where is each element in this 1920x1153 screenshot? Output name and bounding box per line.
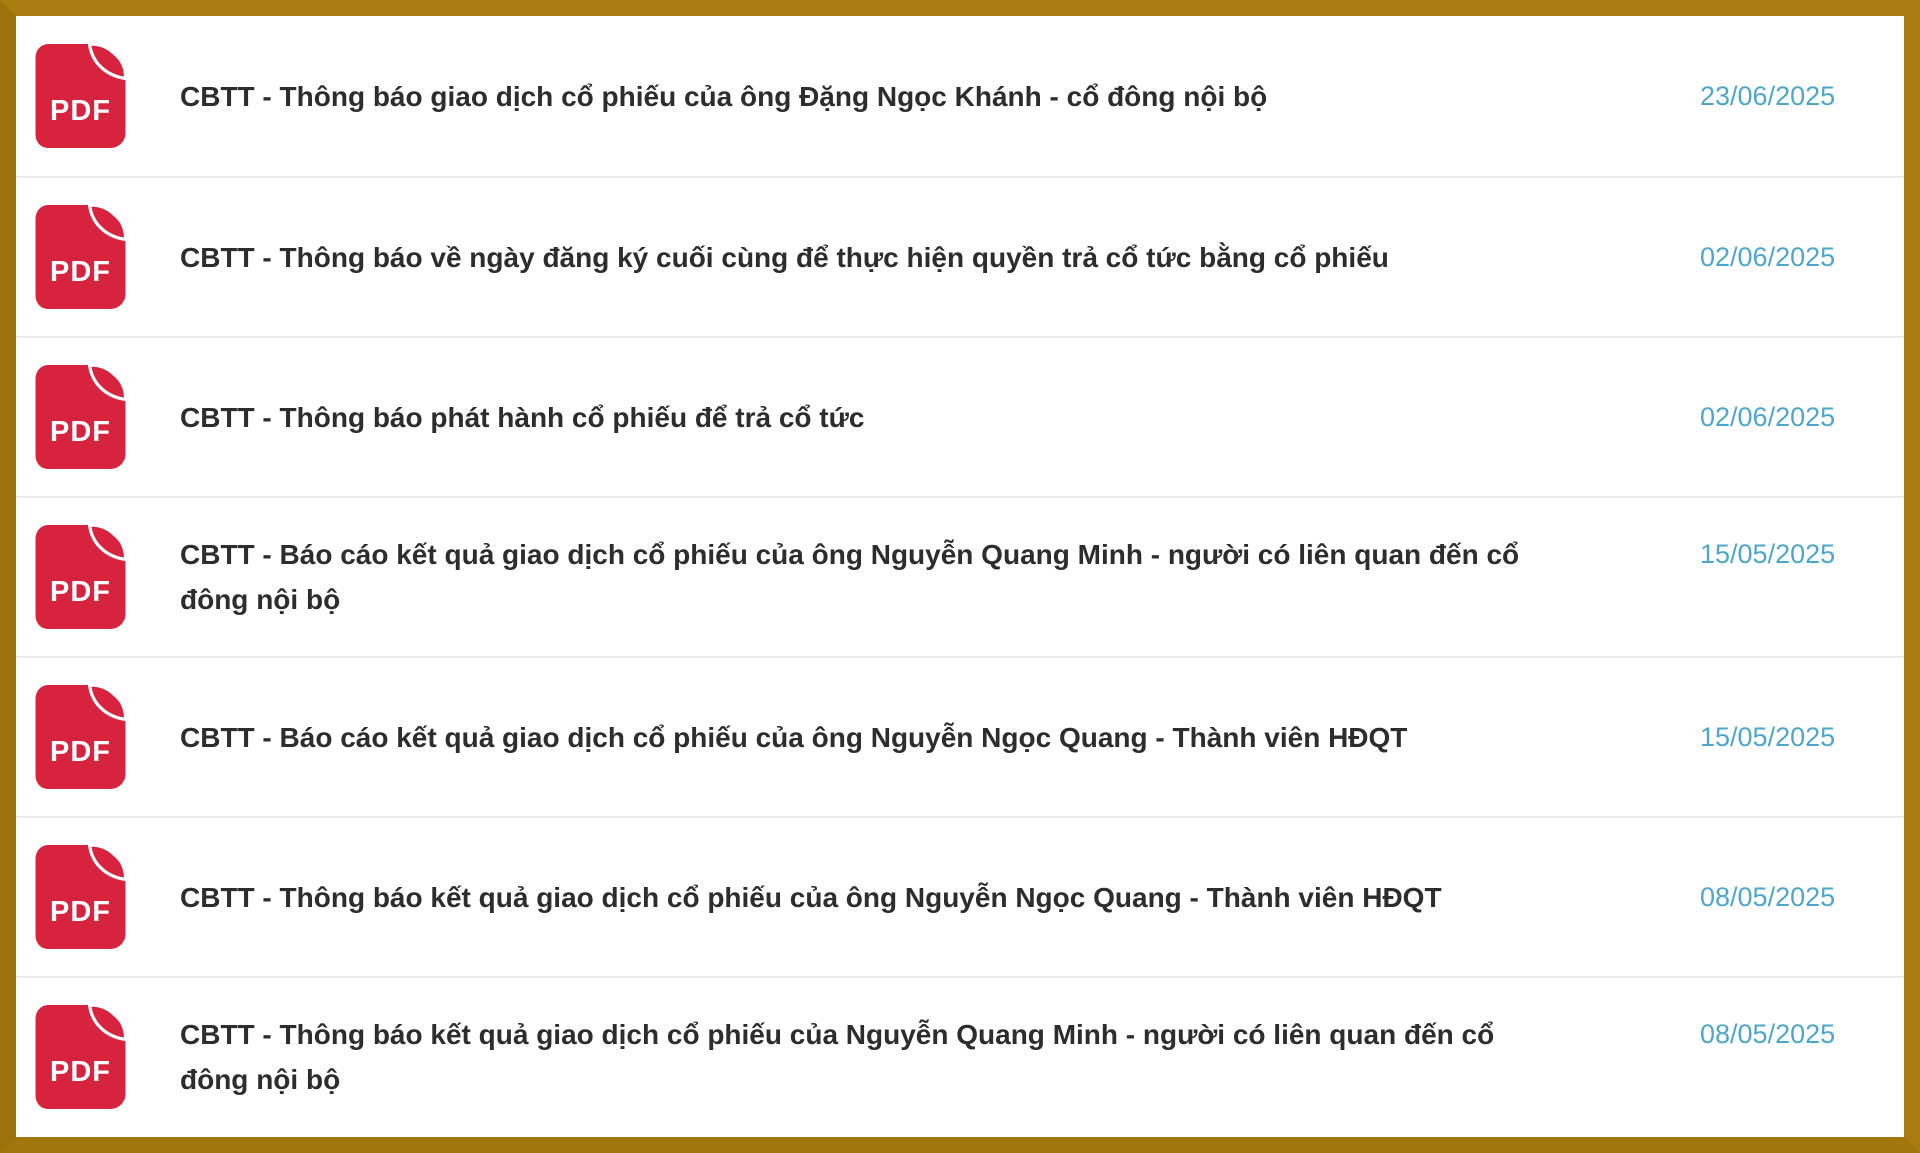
document-date: 15/05/2025 (1700, 539, 1836, 569)
document-date: 02/06/2025 (1700, 401, 1836, 432)
pdf-icon-label: PDF (50, 736, 111, 768)
pdf-file-icon[interactable] (33, 204, 128, 310)
document-title[interactable]: CBTT - Báo cáo kết quả giao dịch cổ phiếu của ông Nguyễn Quang Minh - người có liên quan đến cổ đông nội bộ (180, 539, 1520, 615)
pdf-file-icon[interactable] (33, 684, 128, 790)
document-row[interactable] (16, 656, 1904, 816)
document-row[interactable] (16, 816, 1904, 976)
pdf-icon-label: PDF (50, 576, 111, 608)
pdf-file-icon[interactable] (33, 364, 128, 470)
document-title[interactable]: CBTT - Thông báo về ngày đăng ký cuối cùng để thực hiện quyền trả cổ tức bằng cổ phiếu (180, 241, 1389, 273)
document-title[interactable]: CBTT - Báo cáo kết quả giao dịch cổ phiếu của ông Nguyễn Ngọc Quang - Thành viên HĐQT (180, 721, 1408, 753)
document-row[interactable] (16, 496, 1904, 656)
document-row-body (180, 1012, 1870, 1102)
document-row-body (180, 395, 1870, 440)
pdf-icon-label: PDF (50, 416, 111, 448)
document-row-body (180, 532, 1870, 622)
document-list (16, 16, 1904, 1136)
document-title[interactable]: CBTT - Thông báo giao dịch cổ phiếu của ông Đặng Ngọc Khánh - cổ đông nội bộ (180, 80, 1268, 112)
document-date: 23/06/2025 (1700, 80, 1836, 111)
pdf-icon-label: PDF (50, 1056, 111, 1088)
pdf-file-icon[interactable] (33, 844, 128, 950)
document-date: 02/06/2025 (1700, 241, 1836, 272)
pdf-icon-label: PDF (50, 95, 111, 127)
pdf-file-icon[interactable] (33, 43, 128, 149)
document-row-body (180, 875, 1870, 920)
pdf-file-icon[interactable] (33, 524, 128, 630)
document-title[interactable]: CBTT - Thông báo kết quả giao dịch cổ phiếu của Nguyễn Quang Minh - người có liên quan đến cổ đông nội bộ (180, 1019, 1495, 1095)
document-row[interactable] (16, 176, 1904, 336)
document-date: 08/05/2025 (1700, 881, 1836, 912)
document-date: 08/05/2025 (1700, 1019, 1836, 1049)
document-title[interactable]: CBTT - Thông báo phát hành cổ phiếu để trả cổ tức (180, 401, 865, 433)
document-row[interactable] (16, 16, 1904, 176)
document-title[interactable]: CBTT - Thông báo kết quả giao dịch cổ phiếu của ông Nguyễn Ngọc Quang - Thành viên HĐQT (180, 881, 1442, 913)
document-row-body (180, 235, 1870, 280)
document-row-body (180, 715, 1870, 760)
document-row[interactable] (16, 976, 1904, 1136)
pdf-icon-label: PDF (50, 896, 111, 928)
pdf-file-icon[interactable] (33, 1004, 128, 1110)
pdf-icon-label: PDF (50, 256, 111, 288)
document-row-body (180, 74, 1870, 119)
document-date: 15/05/2025 (1700, 721, 1836, 752)
document-row[interactable] (16, 336, 1904, 496)
